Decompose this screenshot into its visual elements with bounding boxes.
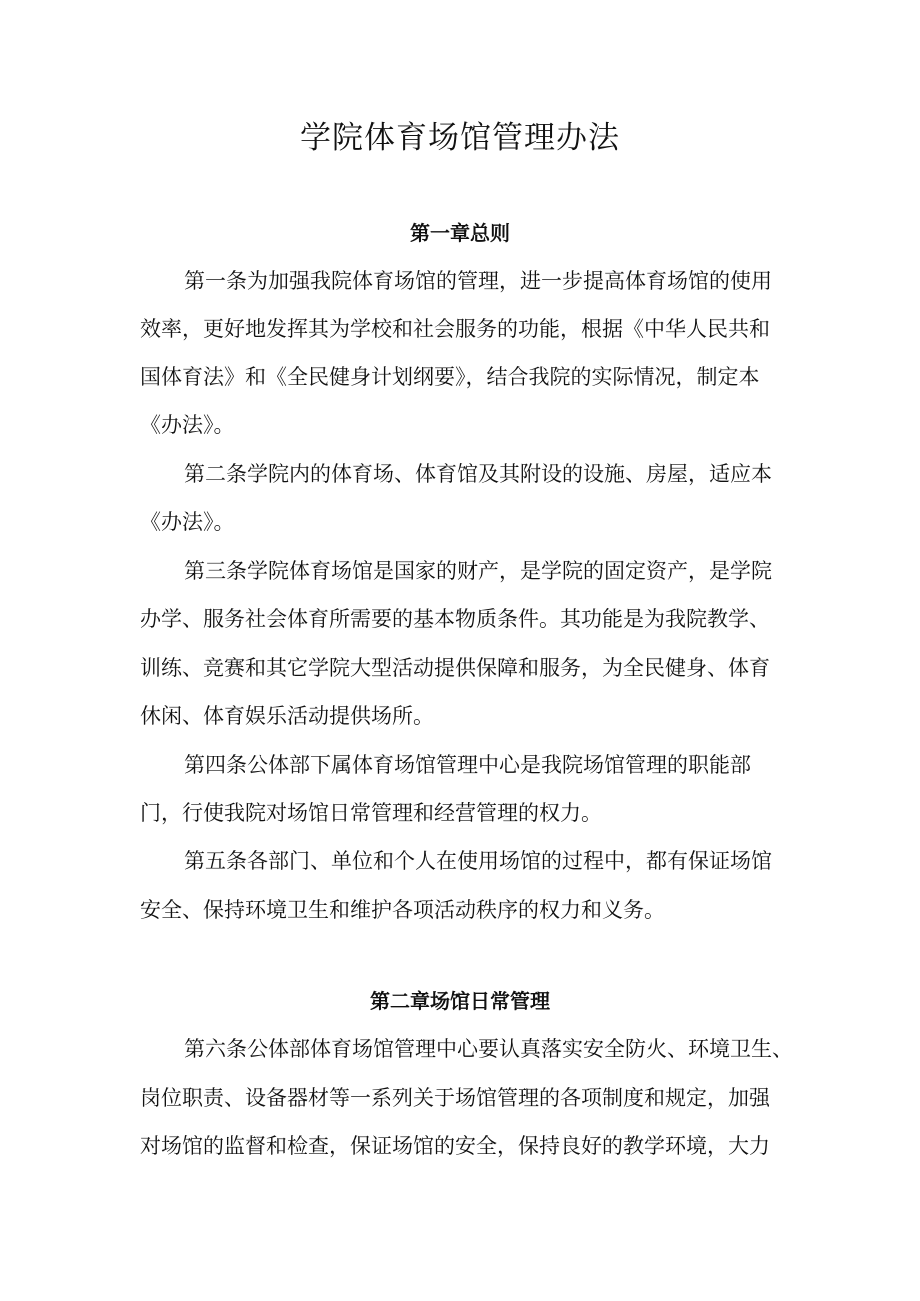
article-1-line: 效率，更好地发挥其为学校和社会服务的功能，根据《中华人民共和 [140,317,770,341]
article-1-line: 《办法》。 [140,413,235,437]
article-2-line: 第二条学院内的体育场、体育馆及其附设的设施、房屋，适应本 [184,462,772,486]
article-2-line: 《办法》。 [140,510,235,534]
article-6-line: 第六条公体部体育场馆管理中心要认真落实安全防火、环境卫生、 [184,1037,793,1061]
article-1-line: 国体育法》和《全民健身计划纲要》，结合我院的实际情况，制定本 [140,365,760,389]
article-3-line: 第三条学院体育场馆是国家的财产，是学院的固定资产，是学院 [184,559,772,583]
article-6-line: 对场馆的监督和检查，保证场馆的安全，保持良好的教学环境，大力 [140,1134,770,1158]
article-4-line: 第四条公体部下属体育场馆管理中心是我院场馆管理的职能部 [184,753,751,777]
article-1-line: 第一条为加强我院体育场馆的管理，进一步提高体育场馆的使用 [184,269,772,293]
article-3-line: 办学、服务社会体育所需要的基本物质条件。其功能是为我院教学、 [140,607,770,631]
article-5-line: 安全、保持环境卫生和维护各项活动秩序的权力和义务。 [140,898,665,922]
article-6-line: 岗位职责、设备器材等一系列关于场馆管理的各项制度和规定，加强 [140,1086,770,1110]
chapter-heading: 第二章场馆日常管理 [370,989,550,1013]
article-3-line: 休闲、体育娱乐活动提供场所。 [140,704,434,728]
chapter-heading: 第一章总则 [410,221,510,245]
article-3-line: 训练、竞赛和其它学院大型活动提供保障和服务，为全民健身、体育 [140,656,770,680]
article-5-line: 第五条各部门、单位和个人在使用场馆的过程中，都有保证场馆 [184,849,772,873]
article-4-line: 门，行使我院对场馆日常管理和经营管理的权力。 [140,801,602,825]
document-title: 学院体育场馆管理办法 [300,120,620,156]
